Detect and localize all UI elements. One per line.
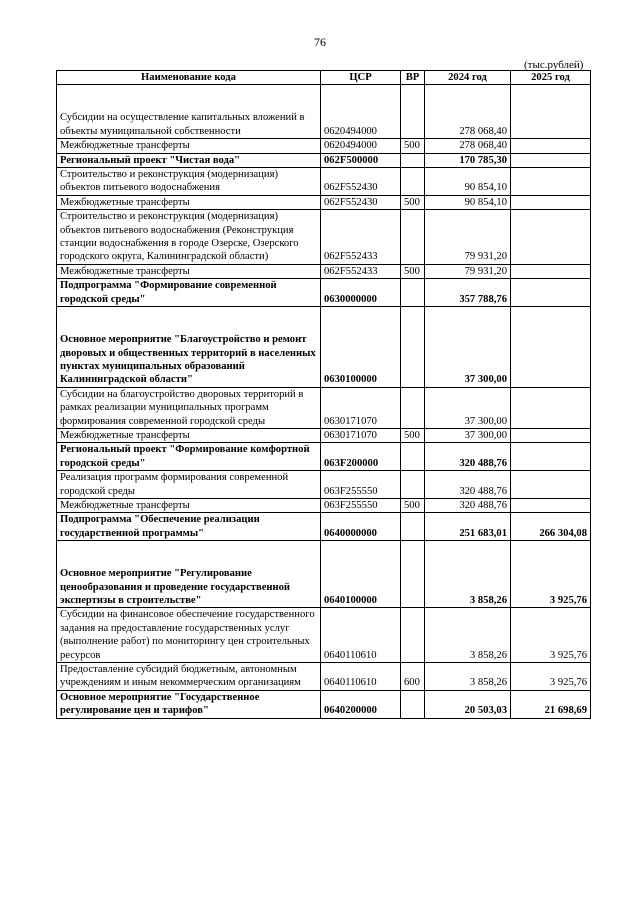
cell-y2025: 3 925,76 — [511, 608, 591, 663]
table-row — [57, 608, 591, 663]
cell-csr: 062F500000 — [321, 153, 401, 167]
table-row — [57, 210, 591, 265]
cell-y2025 — [511, 471, 591, 499]
cell-y2025: 21 698,69 — [511, 690, 591, 718]
cell-csr: 062F552433 — [321, 264, 401, 278]
header-name: Наименование кода — [57, 71, 321, 85]
cell-name: Строительство и реконструкция (модернизация) объектов питьевого водоснабжения (Реконструкция станции водоснабжения в городе Озерске, Озерского городского округа, Калининградской области) — [57, 210, 321, 265]
cell-y2024: 37 300,00 — [425, 387, 511, 428]
cell-name: Региональный проект "Чистая вода" — [57, 153, 321, 167]
cell-y2025 — [511, 139, 591, 153]
cell-y2025 — [511, 428, 591, 442]
cell-vr — [401, 307, 425, 388]
cell-y2025 — [511, 387, 591, 428]
cell-csr: 0640110610 — [321, 663, 401, 691]
cell-vr — [401, 210, 425, 265]
cell-vr — [401, 471, 425, 499]
cell-name: Межбюджетные трансферты — [57, 195, 321, 209]
cell-y2024: 278 068,40 — [425, 85, 511, 139]
units-label: (тыс.рублей) — [524, 59, 584, 71]
cell-name: Подпрограмма "Обеспечение реализации государственной программы" — [57, 513, 321, 541]
cell-y2024: 320 488,76 — [425, 443, 511, 471]
table-row — [57, 168, 591, 196]
cell-name: Реализация программ формирования современной городской среды — [57, 471, 321, 499]
table-row — [57, 498, 591, 512]
cell-y2024: 278 068,40 — [425, 139, 511, 153]
table-row — [57, 513, 591, 541]
cell-vr: 500 — [401, 498, 425, 512]
table-row — [57, 264, 591, 278]
header-2024: 2024 год — [425, 71, 511, 85]
table-row — [57, 541, 591, 608]
cell-y2025 — [511, 279, 591, 307]
cell-vr: 600 — [401, 663, 425, 691]
budget-table — [56, 70, 591, 719]
cell-y2025 — [511, 85, 591, 139]
cell-name: Предоставление субсидий бюджетным, автономным учреждениям и иным некоммерческим организациям — [57, 663, 321, 691]
cell-csr: 062F552430 — [321, 168, 401, 196]
table-row — [57, 443, 591, 471]
cell-csr: 0640100000 — [321, 541, 401, 608]
cell-y2025 — [511, 195, 591, 209]
cell-y2024: 320 488,76 — [425, 471, 511, 499]
cell-name: Строительство и реконструкция (модернизация) объектов питьевого водоснабжения — [57, 168, 321, 196]
cell-y2025: 3 925,76 — [511, 541, 591, 608]
table-row — [57, 139, 591, 153]
cell-y2024: 251 683,01 — [425, 513, 511, 541]
cell-vr: 500 — [401, 428, 425, 442]
cell-y2025 — [511, 264, 591, 278]
table-row — [57, 279, 591, 307]
cell-y2024: 20 503,03 — [425, 690, 511, 718]
cell-name: Основное мероприятие "Регулирование ценообразования и проведение государственной экспертизы в строительстве" — [57, 541, 321, 608]
cell-vr — [401, 153, 425, 167]
cell-y2024: 37 300,00 — [425, 307, 511, 388]
table-header-row — [57, 71, 591, 85]
cell-y2024: 37 300,00 — [425, 428, 511, 442]
table-row — [57, 153, 591, 167]
cell-vr — [401, 279, 425, 307]
cell-y2024: 357 788,76 — [425, 279, 511, 307]
cell-name: Региональный проект "Формирование комфортной городской среды" — [57, 443, 321, 471]
cell-csr: 063F200000 — [321, 443, 401, 471]
cell-csr: 0640000000 — [321, 513, 401, 541]
table-row — [57, 663, 591, 691]
cell-name: Основное мероприятие "Государственное регулирование цен и тарифов" — [57, 690, 321, 718]
table-row — [57, 387, 591, 428]
header-vr: ВР — [401, 71, 425, 85]
cell-csr: 0630171070 — [321, 428, 401, 442]
cell-name: Субсидии на финансовое обеспечение государственного задания на предоставление государственных услуг (выполнение работ) по мониторингу цен строительных ресурсов — [57, 608, 321, 663]
cell-vr — [401, 168, 425, 196]
cell-vr — [401, 387, 425, 428]
cell-y2025 — [511, 307, 591, 388]
cell-name: Основное мероприятие "Благоустройство и ремонт дворовых и общественных территорий в населенных пунктах муниципальных образований Калининградской области" — [57, 307, 321, 388]
cell-vr — [401, 513, 425, 541]
page-number: 76 — [314, 35, 326, 49]
cell-name: Субсидии на благоустройство дворовых территорий в рамках реализации муниципальных программ формирования современной городской среды — [57, 387, 321, 428]
cell-y2025 — [511, 153, 591, 167]
cell-y2024: 3 858,26 — [425, 663, 511, 691]
cell-vr: 500 — [401, 264, 425, 278]
cell-vr — [401, 541, 425, 608]
cell-name: Межбюджетные трансферты — [57, 264, 321, 278]
cell-y2024: 79 931,20 — [425, 210, 511, 265]
table-row — [57, 195, 591, 209]
cell-y2025 — [511, 168, 591, 196]
table-row — [57, 307, 591, 388]
cell-y2025 — [511, 443, 591, 471]
cell-csr: 0630000000 — [321, 279, 401, 307]
cell-csr: 063F255550 — [321, 498, 401, 512]
cell-vr: 500 — [401, 195, 425, 209]
cell-vr — [401, 690, 425, 718]
cell-vr — [401, 443, 425, 471]
cell-csr: 063F255550 — [321, 471, 401, 499]
cell-y2024: 3 858,26 — [425, 608, 511, 663]
cell-y2024: 90 854,10 — [425, 195, 511, 209]
cell-name: Межбюджетные трансферты — [57, 428, 321, 442]
cell-y2024: 79 931,20 — [425, 264, 511, 278]
cell-vr — [401, 85, 425, 139]
header-csr: ЦСР — [321, 71, 401, 85]
cell-vr — [401, 608, 425, 663]
cell-csr: 0640200000 — [321, 690, 401, 718]
cell-name: Субсидии на осуществление капитальных вложений в объекты муниципальной собственности — [57, 85, 321, 139]
cell-csr: 0620494000 — [321, 85, 401, 139]
cell-csr: 0620494000 — [321, 139, 401, 153]
cell-csr: 062F552433 — [321, 210, 401, 265]
cell-csr: 0640110610 — [321, 608, 401, 663]
table-row — [57, 471, 591, 499]
cell-csr: 0630100000 — [321, 307, 401, 388]
cell-y2024: 170 785,30 — [425, 153, 511, 167]
cell-y2024: 320 488,76 — [425, 498, 511, 512]
table-body — [57, 85, 591, 718]
cell-csr: 062F552430 — [321, 195, 401, 209]
header-2025: 2025 год — [511, 71, 591, 85]
cell-y2025 — [511, 498, 591, 512]
cell-y2025: 266 304,08 — [511, 513, 591, 541]
table-row — [57, 85, 591, 139]
cell-name: Межбюджетные трансферты — [57, 139, 321, 153]
cell-name: Подпрограмма "Формирование современной городской среды" — [57, 279, 321, 307]
cell-csr: 0630171070 — [321, 387, 401, 428]
table-row — [57, 690, 591, 718]
cell-y2025 — [511, 210, 591, 265]
table-row — [57, 428, 591, 442]
cell-name: Межбюджетные трансферты — [57, 498, 321, 512]
cell-vr: 500 — [401, 139, 425, 153]
cell-y2025: 3 925,76 — [511, 663, 591, 691]
cell-y2024: 3 858,26 — [425, 541, 511, 608]
cell-y2024: 90 854,10 — [425, 168, 511, 196]
